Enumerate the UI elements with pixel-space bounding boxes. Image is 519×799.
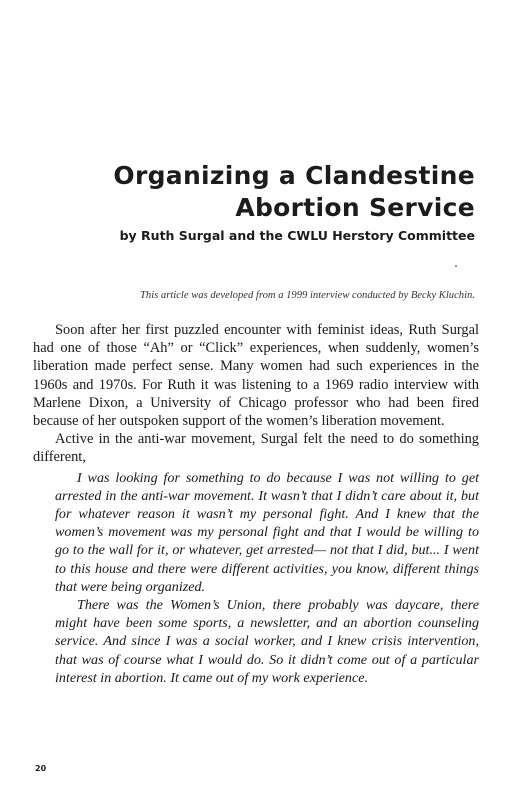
quote-paragraph-1: I was looking for something to do because I was not willing to get arrested in the anti-war movement. It wasn’t that I didn’t care about it, but for whatever reason it wasn’t my personal fight. And I knew that the women’s movement was my personal fight and that I would be willing to go to the wall for it, or whatever, get arrested— not that I did, but... I went to this house and there were different activities, you know, different things that were being organized.: [55, 469, 479, 595]
article-header: [35, 160, 475, 245]
article-source-note: This article was developed from a 1999 interview conducted by Becky Kluchin.: [140, 290, 475, 301]
article-body: [33, 321, 479, 687]
quote-paragraph-2: There was the Women’s Union, there probably was daycare, there might have been some sports, a newsletter, and an abortion counseling service. And since I was a social worker, and I knew crisis intervention, that was of course what I would do. So it didn’t come out of a particular interest in abortion. It came out of my work experience.: [55, 597, 479, 686]
body-paragraph-2: Active in the anti-war movement, Surgal felt the need to do something different,: [33, 431, 479, 466]
page-number: 20: [35, 764, 47, 773]
stray-dot: [455, 265, 457, 267]
interview-quote: [33, 469, 479, 687]
article-title-line-2: Abortion Service: [235, 193, 475, 222]
body-paragraph-1: Soon after her first puzzled encounter with feminist ideas, Ruth Surgal had one of those “Ah” or “Click” experiences, when suddenly, women’s liberation made perfect sense. Many women had such experiences in the 1960s and 1970s. For Ruth it was listening to a 1969 radio interview with Marlene Dixon, a University of Chicago professor who had been fired because of her outspoken support of the women’s liberation movement.: [33, 322, 479, 430]
article-byline: by Ruth Surgal and the CWLU Herstory Committee: [119, 228, 475, 243]
article-title-line-1: Organizing a Clandestine: [113, 161, 475, 190]
